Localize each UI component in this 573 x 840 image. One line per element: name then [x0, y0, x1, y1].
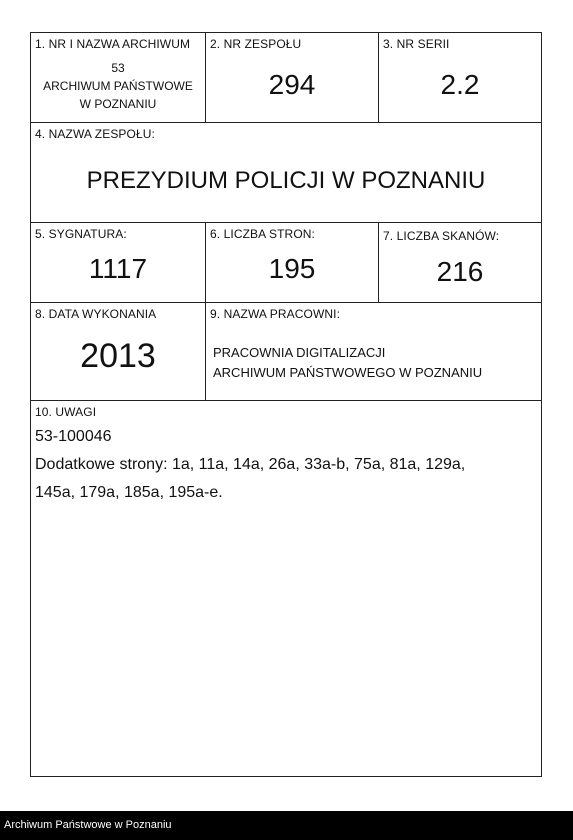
- fonds-name-value: PREZYDIUM POLICJI W POZNANIU: [86, 167, 486, 194]
- notes-line2: Dodatkowe strony: 1a, 11a, 14a, 26a, 33a-b, 75a, 81a, 129a,: [35, 456, 466, 473]
- page-count-label: 6. LICZBA STRON:: [210, 227, 315, 241]
- archive-card: [30, 32, 542, 777]
- date-cell: [31, 303, 206, 400]
- footer-text: Archiwum Państwowe w Poznaniu: [4, 819, 172, 831]
- date-label: 8. DATA WYKONANIA: [35, 307, 157, 321]
- series-no-cell: [379, 33, 541, 122]
- workshop-line2: ARCHIWUM PAŃSTWOWEGO W POZNANIU: [213, 365, 483, 380]
- archive-name: [31, 59, 205, 113]
- archive-name-line2: W POZNANIU: [79, 97, 157, 111]
- scan-count-value: 216: [436, 256, 484, 287]
- page-count-value: 195: [268, 253, 316, 284]
- notes-line3: 145a, 179a, 185a, 195a-e.: [35, 484, 223, 501]
- row-1: [31, 33, 541, 123]
- row-2: [31, 123, 541, 223]
- signature-value: 1117: [88, 253, 148, 284]
- notes-line1: 53-100046: [35, 428, 112, 445]
- row-3: [31, 223, 541, 303]
- row-4: [31, 303, 541, 401]
- notes-label: 10. UWAGI: [35, 405, 97, 419]
- archive-name-line1: ARCHIWUM PAŃSTWOWE: [43, 79, 193, 93]
- fonds-no-cell: [206, 33, 379, 122]
- scan-count-cell: [379, 223, 541, 302]
- workshop-cell: [206, 303, 541, 400]
- archive-label: 1. NR I NAZWA ARCHIWUM: [35, 37, 191, 51]
- workshop-line1: PRACOWNIA DIGITALIZACJI: [213, 345, 386, 360]
- archive-cell: [31, 33, 206, 122]
- workshop-name: [213, 343, 482, 383]
- date-value: 2013: [80, 337, 156, 375]
- fonds-name-label: 4. NAZWA ZESPOŁU:: [35, 127, 155, 141]
- signature-cell: [31, 223, 206, 302]
- scan-count-label: 7. LICZBA SKANÓW:: [383, 229, 500, 243]
- fonds-no-label: 2. NR ZESPOŁU: [210, 37, 302, 51]
- workshop-label: 9. NAZWA PRACOWNI:: [210, 307, 341, 321]
- footer-bar: [0, 811, 573, 840]
- series-no-value: 2.2: [440, 69, 480, 100]
- fonds-no-value: 294: [268, 69, 316, 100]
- signature-label: 5. SYGNATURA:: [35, 227, 127, 241]
- page-count-cell: [206, 223, 379, 302]
- archive-number: 53: [111, 61, 125, 75]
- series-no-label: 3. NR SERII: [383, 37, 450, 51]
- notes-section: [31, 401, 541, 776]
